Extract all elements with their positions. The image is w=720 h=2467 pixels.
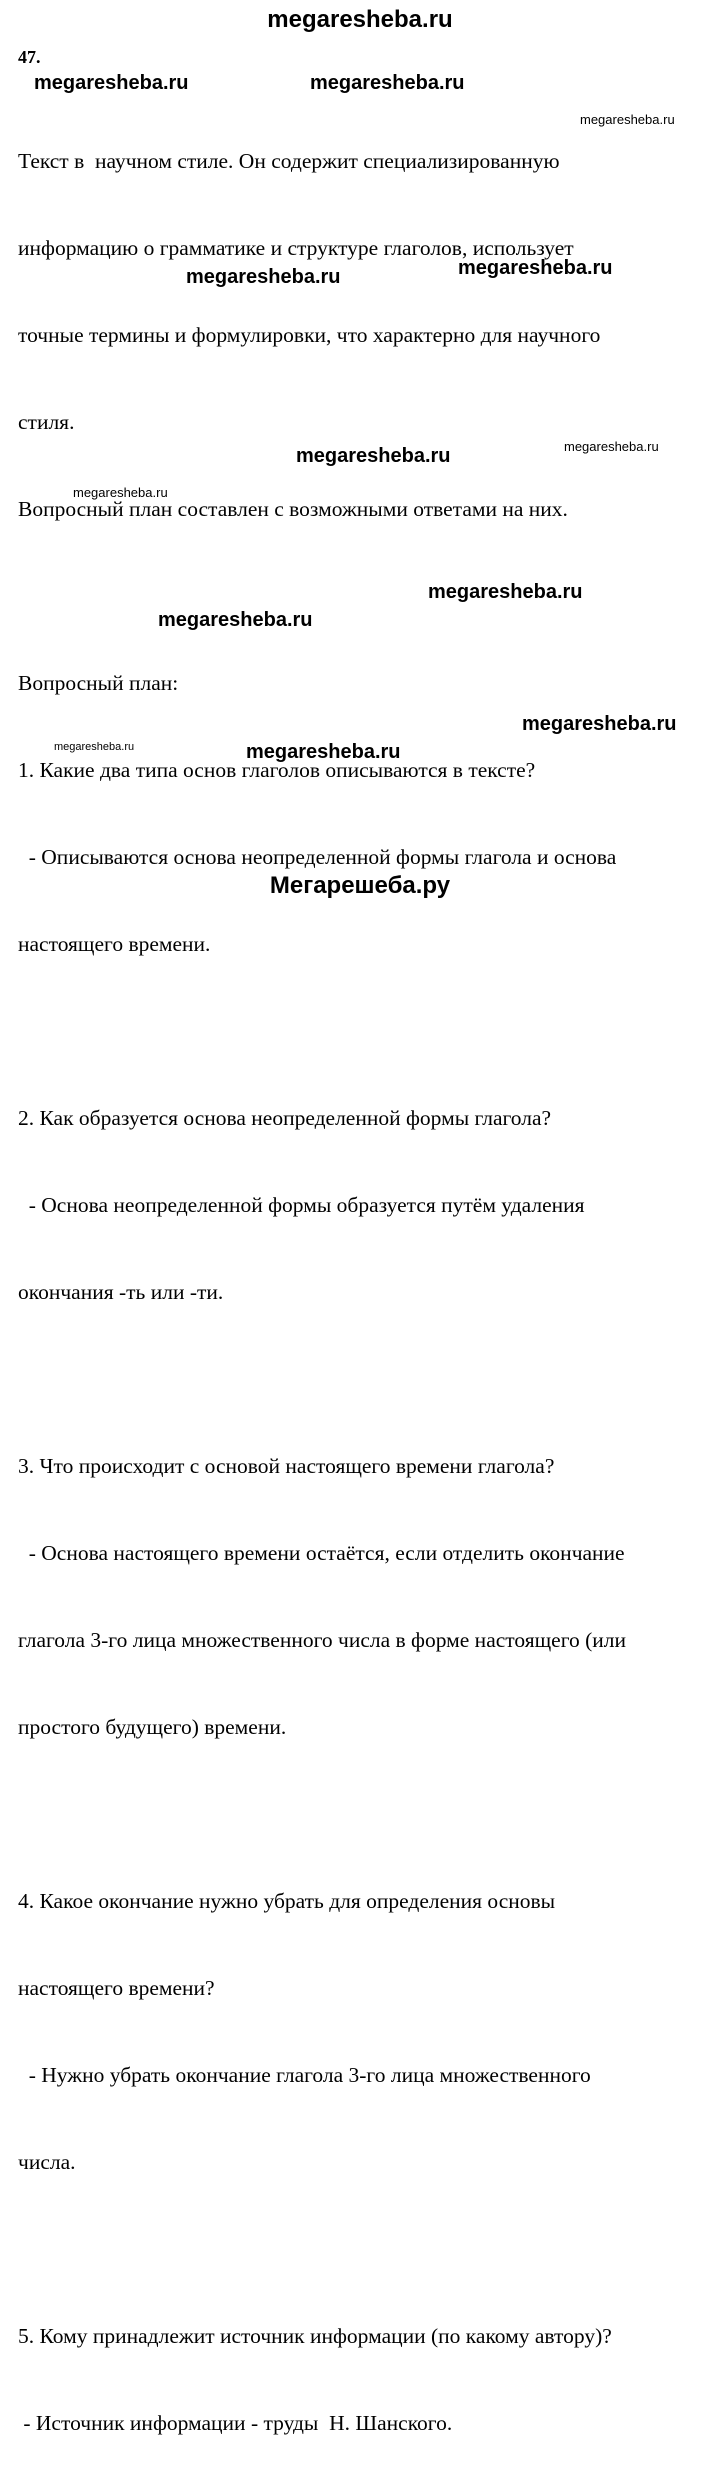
question-1: 1. Какие два типа основ глаголов описываются в тексте? bbox=[18, 758, 536, 782]
question-5: 5. Кому принадлежит источник информации (по какому автору)? bbox=[18, 2324, 612, 2348]
answer-text bbox=[18, 89, 708, 2467]
site-footer: Мегарешеба.ру bbox=[269, 872, 451, 899]
watermark: megaresheba.ru bbox=[34, 72, 189, 94]
answer-3: - Основа настоящего времени остаётся, если отделить окончание bbox=[18, 1541, 625, 1565]
intro-line: информацию о грамматике и структуре глаголов, использует bbox=[18, 236, 574, 260]
answer-2: - Основа неопределенной формы образуется путём удаления bbox=[18, 1193, 585, 1217]
intro-line: Текст в научном стиле. Он содержит специализированную bbox=[18, 149, 560, 173]
watermark: megaresheba.ru bbox=[54, 741, 135, 753]
answer-3: глагола 3-го лица множественного числа в форме настоящего (или bbox=[18, 1628, 627, 1652]
intro-line: точные термины и формулировки, что характерно для научного bbox=[18, 323, 601, 347]
answer-4: - Нужно убрать окончание глагола 3-го лица множественного bbox=[18, 2063, 591, 2087]
watermark: megaresheba.ru bbox=[296, 445, 451, 467]
answer-4: числа. bbox=[18, 2150, 76, 2174]
watermark: megaresheba.ru bbox=[522, 713, 677, 735]
watermark: megaresheba.ru bbox=[158, 609, 313, 631]
watermark: megaresheba.ru bbox=[73, 485, 168, 500]
site-header: megaresheba.ru bbox=[267, 6, 453, 33]
watermark: megaresheba.ru bbox=[580, 112, 675, 127]
question-4: настоящего времени? bbox=[18, 1976, 215, 2000]
watermark: megaresheba.ru bbox=[310, 72, 465, 94]
answer-2: окончания -ть или -ти. bbox=[18, 1280, 224, 1304]
answer-1: настоящего времени. bbox=[18, 932, 211, 956]
watermark: megaresheba.ru bbox=[246, 741, 401, 763]
plan-heading: Вопросный план: bbox=[18, 671, 179, 695]
answer-3: простого будущего) времени. bbox=[18, 1715, 287, 1739]
question-4: 4. Какое окончание нужно убрать для определения основы bbox=[18, 1889, 556, 1913]
answer-5: - Источник информации - труды Н. Шанского. bbox=[18, 2411, 453, 2435]
intro-line: стиля. bbox=[18, 410, 75, 434]
intro-line: Вопросный план составлен с возможными ответами на них. bbox=[18, 497, 568, 521]
watermark: megaresheba.ru bbox=[458, 257, 613, 279]
watermark: megaresheba.ru bbox=[428, 581, 583, 603]
question-2: 2. Как образуется основа неопределенной формы глагола? bbox=[18, 1106, 552, 1130]
watermark: megaresheba.ru bbox=[186, 266, 341, 288]
answer-1: - Описываются основа неопределенной формы глагола и основа bbox=[18, 845, 617, 869]
question-3: 3. Что происходит с основой настоящего времени глагола? bbox=[18, 1454, 555, 1478]
task-number: 47. bbox=[18, 47, 41, 67]
watermark: megaresheba.ru bbox=[564, 439, 659, 454]
